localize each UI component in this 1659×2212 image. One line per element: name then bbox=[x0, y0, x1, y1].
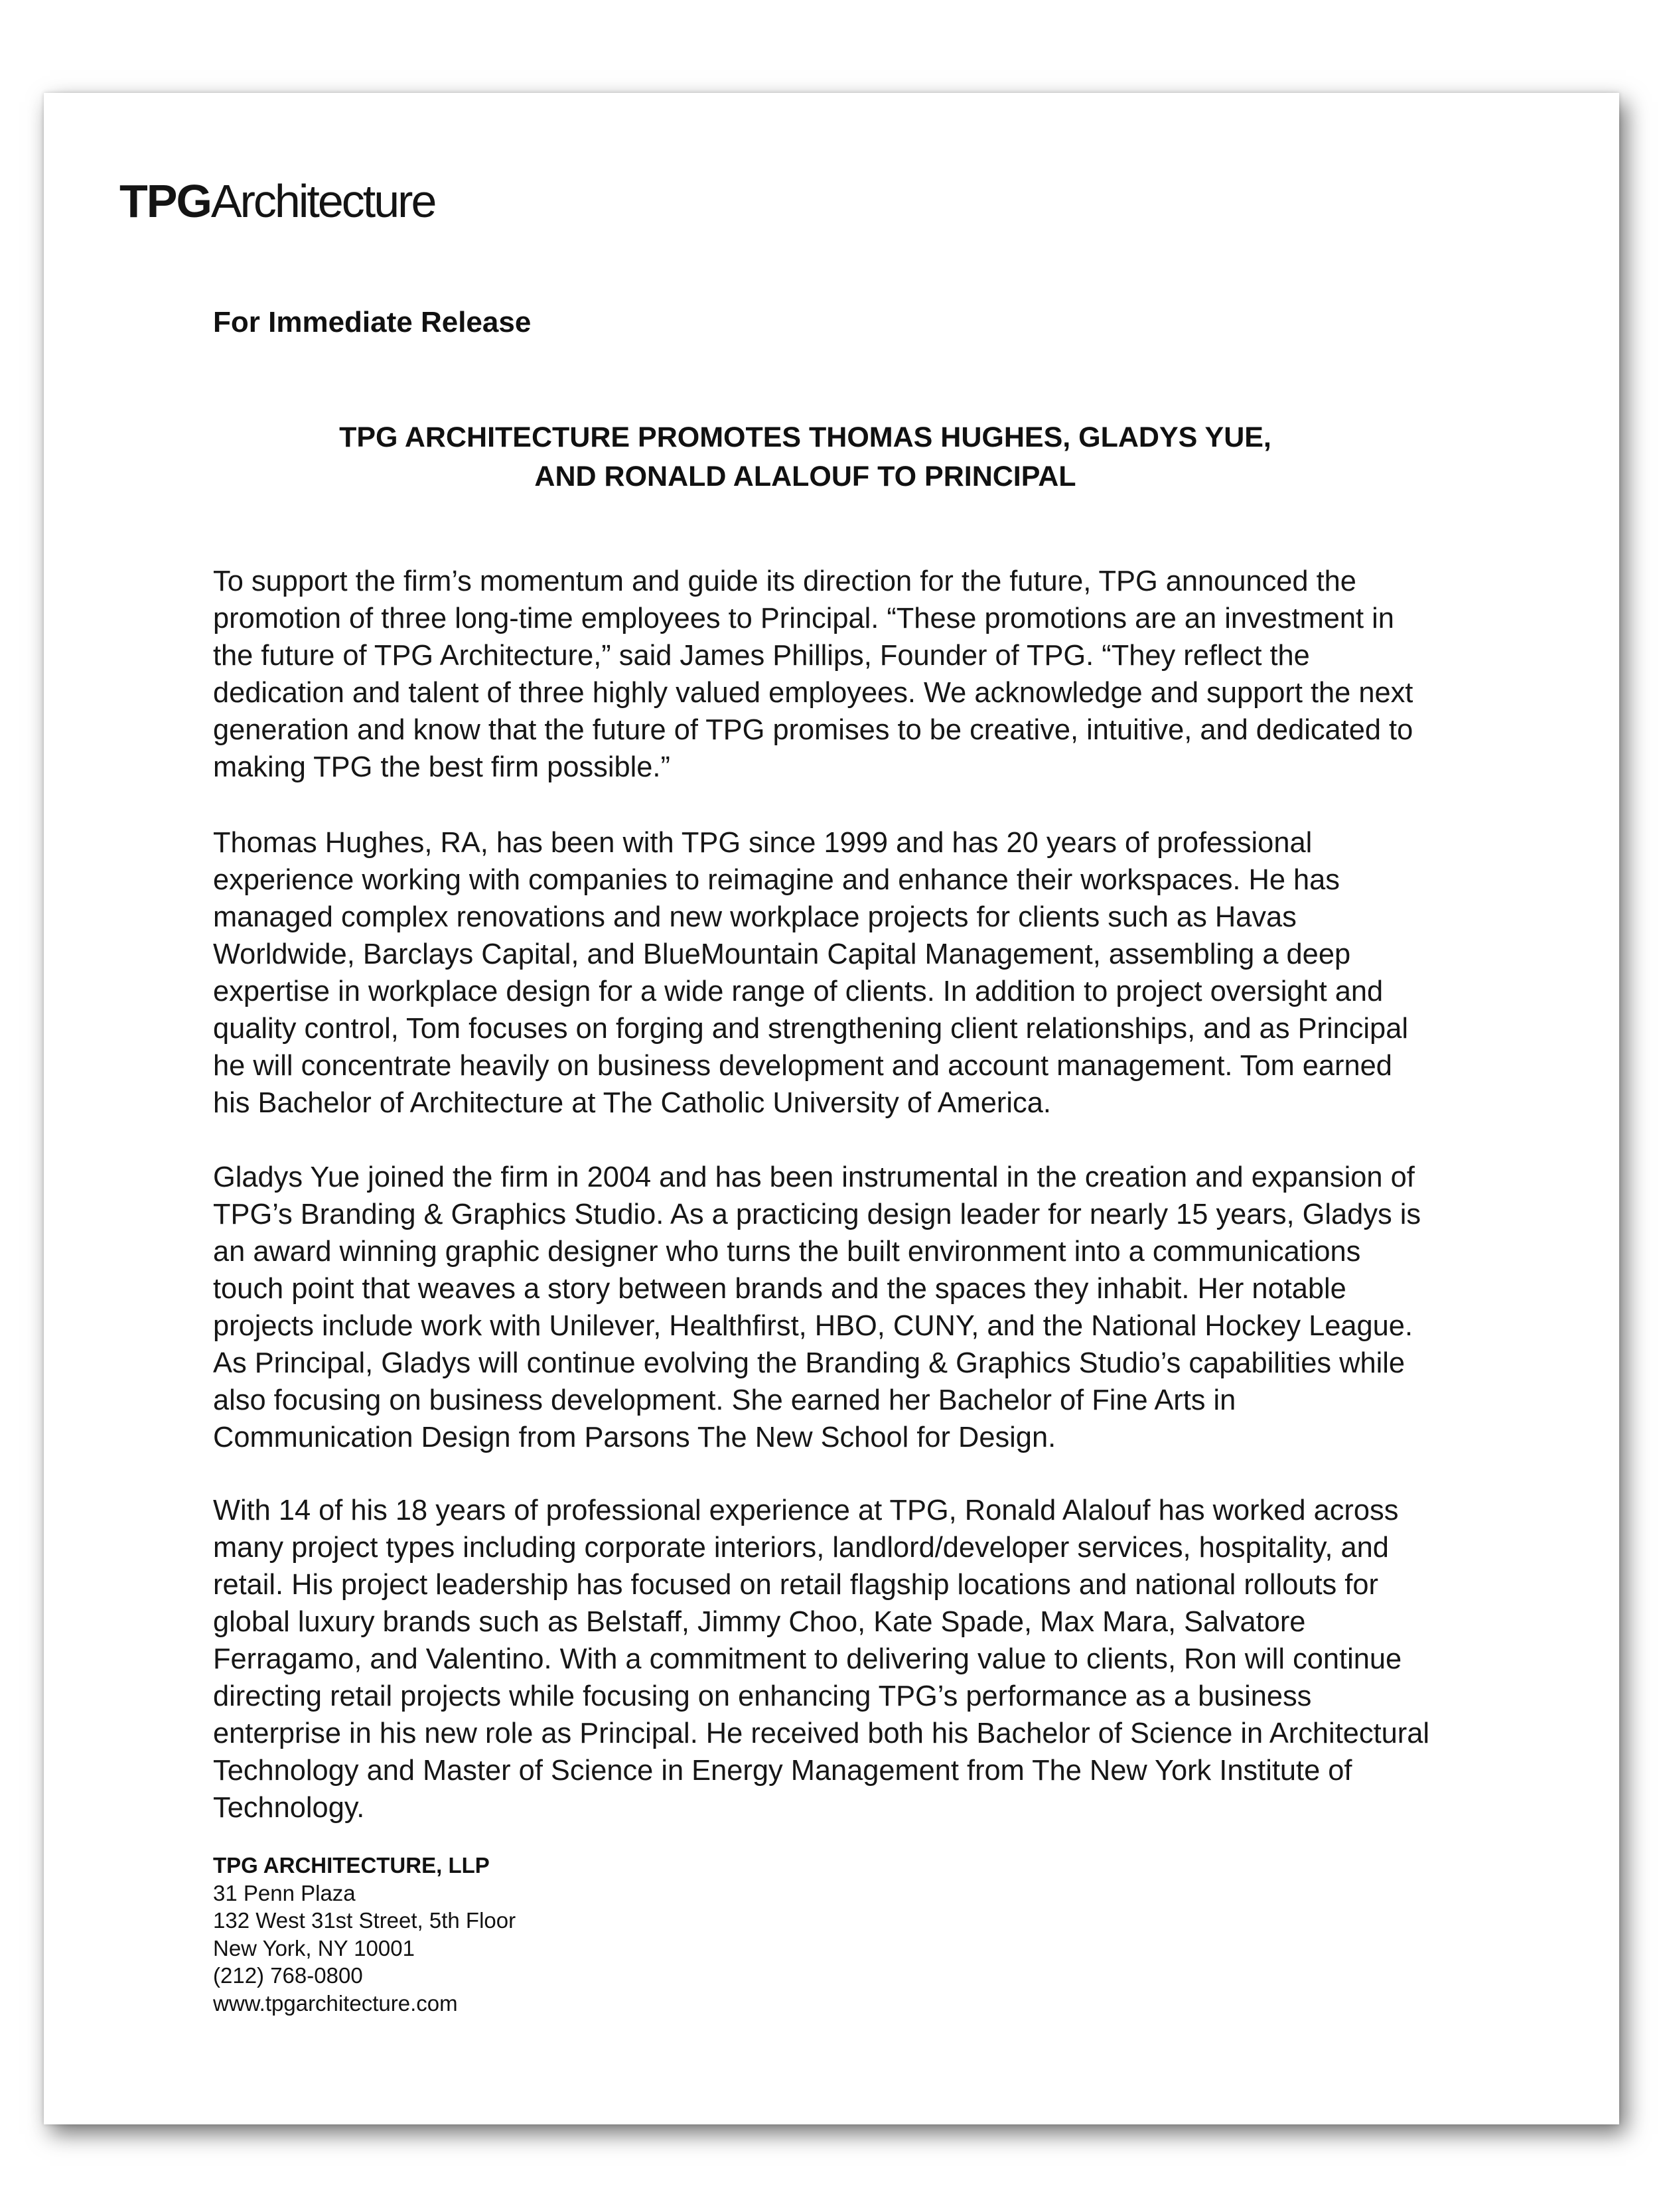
headline-line-1: TPG ARCHITECTURE PROMOTES THOMAS HUGHES, GLADYS YUE, bbox=[339, 421, 1271, 453]
contact-phone: (212) 768-0800 bbox=[213, 1963, 363, 1988]
logo-bold-text: TPG bbox=[119, 175, 211, 227]
contact-website[interactable]: www.tpgarchitecture.com bbox=[213, 1990, 458, 2016]
headline-line-2: AND RONALD ALALOUF TO PRINCIPAL bbox=[534, 461, 1076, 492]
contact-city: New York, NY 10001 bbox=[213, 1935, 415, 1960]
paragraph-intro: To support the firm’s momentum and guide its direction for the future, TPG announced the promotion of three long-time employees to Principal. “These promotions are an investment in the future of TPG Architecture,” said James Phillips, Founder of TPG. “They reflect the dedication and talent of three highly valued employees. We acknowledge and support the next generation and know that the future of TPG promises to be creative, intuitive, and dedicated to making TPG the best firm possible.” bbox=[213, 565, 1413, 783]
paragraph-gladys-yue: Gladys Yue joined the firm in 2004 and has been instrumental in the creation and expansion of TPG’s Branding & Graphics Studio. As a practicing design leader for nearly 15 years, Gladys is an award winning graphic designer who turns the built environment into a communications touch point that weaves a story between brands and the spaces they inhabit. Her notable projects include work with Unilever, Healthfirst, HBO, CUNY, and the National Hockey League. As Principal, Gladys will continue evolving the Branding & Graphics Studio’s capabilities while also focusing on business development. She earned her Bachelor of Fine Arts in Communication Design from Parsons The New School for Design. bbox=[213, 1161, 1421, 1453]
paragraph-thomas-hughes: Thomas Hughes, RA, has been with TPG since 1999 and has 20 years of professional experience working with companies to reimagine and enhance their workspaces. He has managed complex renovations and new workplace projects for clients such as Havas Worldwide, Barclays Capital, and BlueMountain Capital Management, assembling a deep expertise in workplace design for a wide range of clients. In addition to project oversight and quality control, Tom focuses on forging and strengthening client relationships, and as Principal he will concentrate heavily on business development and account management. Tom earned his Bachelor of Architecture at The Catholic University of America. bbox=[213, 827, 1408, 1119]
contact-firm-name: TPG ARCHITECTURE, LLP bbox=[213, 1853, 490, 1878]
company-logo bbox=[119, 175, 435, 227]
logo-light-text: Architecture bbox=[210, 175, 435, 227]
press-release-headline bbox=[213, 418, 1398, 496]
release-label: For Immediate Release bbox=[213, 306, 532, 338]
paragraph-ronald-alalouf: With 14 of his 18 years of professional experience at TPG, Ronald Alalouf has worked across many project types including corporate interiors, landlord/developer services, hospitality, and retail. His project leadership has focused on retail flagship locations and national rollouts for global luxury brands such as Belstaff, Jimmy Choo, Kate Spade, Max Mara, Salvatore Ferragamo, and Valentino. With a commitment to delivering value to clients, Ron will continue directing retail projects while focusing on enhancing TPG’s performance as a business enterprise in his new role as Principal. He received both his Bachelor of Science in Architectural Technology and Master of Science in Energy Management from The New York Institute of Technology. bbox=[213, 1495, 1429, 1824]
contact-address-line-1: 31 Penn Plaza bbox=[213, 1880, 356, 1905]
contact-address-line-2: 132 West 31st Street, 5th Floor bbox=[213, 1908, 516, 1933]
contact-block bbox=[213, 1852, 516, 2017]
document-page bbox=[44, 93, 1619, 2124]
